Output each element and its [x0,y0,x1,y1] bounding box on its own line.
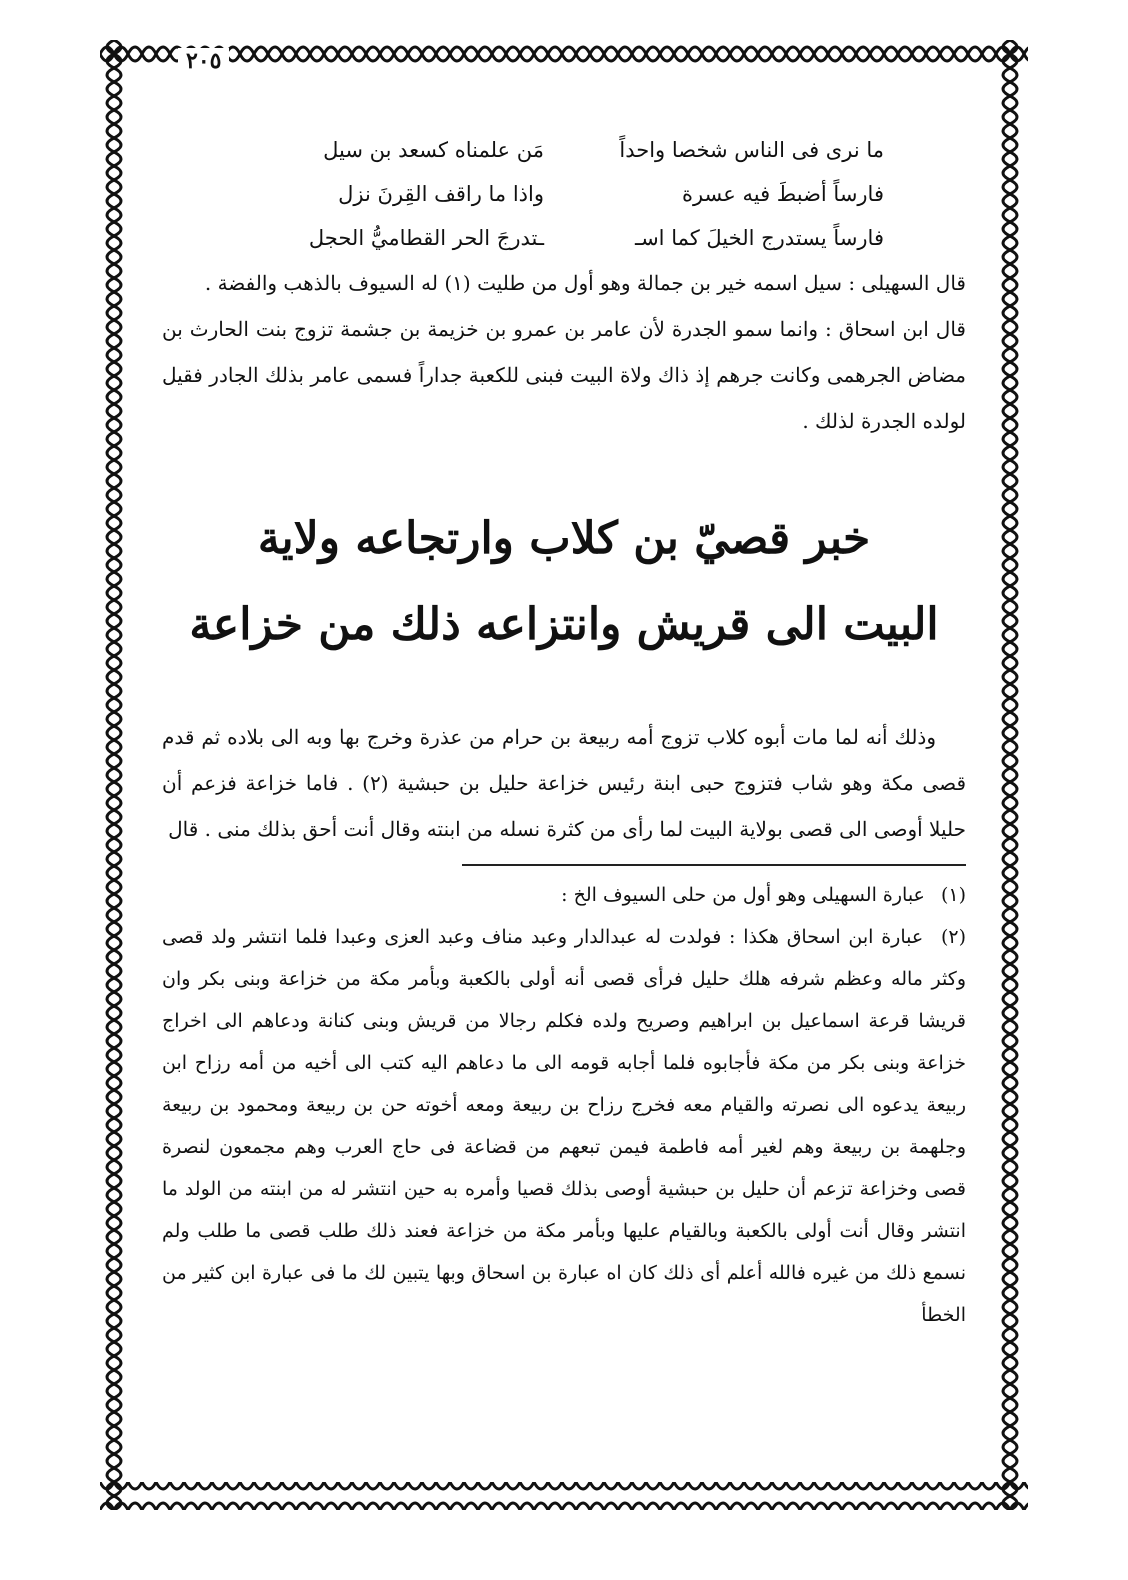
verse-hemistich-second: واذا ما راقف القِرنَ نزل [338,182,544,206]
verse-hemistich-first: ما نرى فى الناس شخصا واحداً [619,138,884,162]
verse-line [244,172,884,216]
verse-hemistich-first: فارساً أضبطَ فيه عسرة [681,182,884,206]
verse-hemistich-second: ـتدرجَ الحر القطاميُّ الحجل [308,226,544,250]
footnote-number: (١) [940,884,966,906]
poetry-block [244,128,884,260]
footnote-text: عبارة ابن اسحاق هكذا : فولدت له عبدالدار وعبد مناف وعبد العزى وعبدا فلما انتشر ولد قصى وكثر ماله وعظم شرفه هلك حليل فرأى قصى أنه أولى بالكعبة وبأمر مكة من خزاعة وبنى بكر وان قريشا قرعة اسماعيل بن ابراهيم وصريح ولده فكلم رجالا من قريش وبنى كنانة ودعاهم الى اخراج خزاعة وبنى بكر من مكة فأجابوه فلما أجابه قومه الى ما دعاهم اليه كتب الى أخيه من أمه رزاح ابن ربيعة يدعوه الى نصرته والقيام معه فخرج رزاح بن ربيعة ومعه أخوته حن بن ربيعة ومحمود بن ربيعة وجلهمة بن ربيعة وهم لغير أمه فاطمة فيمن تبعهم من قضاعة فى حاج العرب وهم مجمعون لنصرة قصى وخزاعة تزعم أن حليل بن حبشية أوصى بذلك قصيا وأمره به حين انتشر له من ابنته من الولد ما انتشر وقال أنت أولى بالكعبة وبالقيام عليها وبأمر مكة من خزاعة فعند ذلك طلب قصى ما طلب ولم نسمع ذلك من غيره فالله أعلم أى ذلك كان اه عبارة بن اسحاق وبها يتبين لك ما فى عبارة ابن كثير من الخطأ [162,926,966,1326]
footnote [162,874,966,916]
suhayli-paragraph: قال السهيلى : سيل اسمه خير بن جمالة وهو أول من طليت (١) له السيوف بالذهب والفضة . [204,271,966,295]
footnote [162,916,966,1336]
verse-hemistich-first: فارساً يستدرج الخيلَ كما اسـ [634,226,884,250]
page-number: ٢٠٥ [178,48,229,74]
page-frame [100,40,1028,1510]
verse-hemistich-second: مَن علمناه كسعد بن سيل [323,138,544,162]
footnote-divider [462,864,966,866]
heading-line: البيت الى قريش وانتزاعه ذلك من خزاعة [189,599,939,650]
footnote-text: عبارة السهيلى وهو أول من حلى السيوف الخ : [561,884,925,906]
page-content [162,128,966,1430]
body-paragraph: وذلك أنه لما مات أبوه كلاب تزوج أمه ربيعة بن حرام من عذرة وخرج بها وبه الى بلاده ثم قدم قصى مكة وهو شاب فتزوج حبى ابنة رئيس خزاعة حليل بن حبشية (٢) . فاما خزاعة فزعم أن حليلا أوصى الى قصى بولاية البيت لما رأى من كثرة نسله من ابنته وقال أنت أحق بذلك منى . قال [162,725,966,841]
verse-line [244,216,884,260]
heading-line: خبر قصيّ بن كلاب وارتجاعه ولاية [257,513,871,564]
verse-line [244,128,884,172]
footnote-number: (٢) [940,926,966,948]
section-heading [162,496,966,668]
ibn-ishaq-paragraph: قال ابن اسحاق : وانما سمو الجدرة لأن عامر بن عمرو بن خزيمة بن جشمة تزوج بنت الحارث بن مضاض الجرهمى وكانت جرهم إذ ذاك ولاة البيت فبنى للكعبة جداراً فسمى عامر بذلك الجادر فقيل لولده الجدرة لذلك . [162,317,966,433]
